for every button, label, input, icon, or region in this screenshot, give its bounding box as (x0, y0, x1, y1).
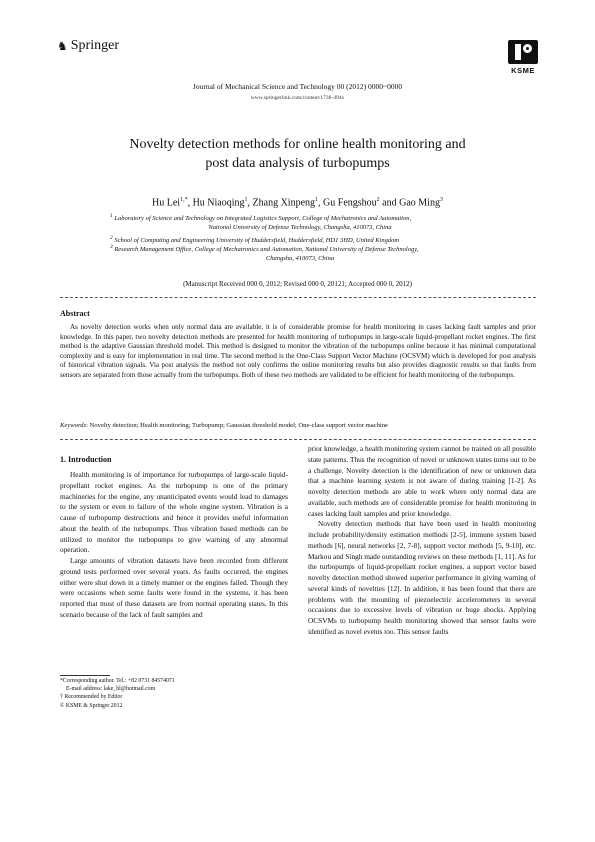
abstract-body: As novelty detection works when only normal data are available, it is of considerable promise for health monitoring in cases lacking fault samples and prior knowledge. In this paper, two novelty detection methods are presented for health monitoring of turbopumps in large-scale liquid-propellant rocket engines. The first method is the adaptive Gaussian threshold model. This method is designed to monitor the vibration of the turbopumps online because it has minimal computational complexity and is easy for implementation in real time. The second method is the One-Class Support Vector Machine (OCSVM) which is developed for post analysis of historical vibration signals. Via post analysis the method not only confirms the online monitoring results but also provides diagnostic results so that faults from sensors are separated from those actually from the turbopumps. Both of these two methods are validated to be efficient for health monitoring of the turbopumps. (60, 323, 536, 379)
paragraph: Large amounts of vibration datasets have been recorded from different ground tests performed over several years. As faults occurred, the engines either were shut down in a timely manner or the engines failed. Though they were occasions when some faults were found in the systems, it has been reported that most of these datasets are from normal operating states. In this scenario because of the lack of fault samples and (60, 556, 288, 619)
title-line-2: post data analysis of turbopumps (205, 156, 390, 171)
affiliation-3 (110, 243, 490, 263)
springer-horse-icon: ♞ (57, 38, 68, 53)
ksme-label: KSME (511, 66, 535, 75)
affiliation-line: National University of Defense Technology, Changsha, 410073, China (208, 224, 392, 232)
manuscript-dates: (Manuscript Received 000 0, 2012; Revised 000 0, 20121; Accepted 000 0, 2012) (183, 280, 412, 288)
author-sup: 2 (376, 197, 380, 203)
paragraph: Health monitoring is of importance for turbopumps of large-scale liquid-propellant rocket engines. As the turbopump is one of the primary machineries for the engine, any unanticipated events would lead to damages to the system or even to failure of the whole engine system. Vibration is a cause of turbopump destructions and hence it provides useful information about the health of the turbopumps. Thus vibration based methods can be utilized to monitor the turbopumps to give warning of any abnormal operation. (60, 470, 288, 555)
affiliation-number: 2 (110, 235, 113, 241)
affiliation-number: 1 (110, 213, 113, 219)
journal-citation: Journal of Mechanical Science and Technology 00 (2012) 0000~0000 (192, 82, 403, 91)
paragraph: prior knowledge, a health monitoring system cannot be trained on all possible state patterns. Thus the recognition of novel or unknown states turns out to be a challenge. Novelty detection is the identification of new or unknown data that a machine learning system is not aware of during training [1-2]. As novelty detection methods are able to work where only normal data are available, such methods are of considerable promise for health monitoring in cases lacking fault samples and prior knowledge. (308, 444, 536, 518)
author-sup: 1 (244, 197, 248, 203)
author-sup: 1,* (180, 197, 188, 203)
publisher-name: Springer (70, 38, 119, 53)
footnote-corresponding: *Corresponding author. Tel.: +82 0731 84574071 (60, 678, 175, 684)
author-name: Hu Niaoqing (192, 197, 245, 209)
paragraph: Novelty detection methods that have been used in health monitoring include probability/density estimation methods [2-5], immune system based methods [6], neural networks [2, 7-8], support vector methods [5, 9-10], etc. Markou and Singh made outstanding reviews on these methods [1, 11]. As for the turbopumps of liquid-propellant rocket engines, a support vector based novelty detection method showed superior performance in giving warning of several kinds of novelties [12]. In addition, it has been found that there are problems with the mounting of piezoelectric accelerometers in several occasions due to excessive levels of vibration or huge shocks. Applying OCSVMs to turbopump health monitoring showed that sensor faults were identified as novel events too. This sensor faults (308, 519, 536, 636)
keywords-list: : Novelty detection; Health monitoring; Turbopump; Gaussian threshold model; One-class support vector machine (86, 422, 388, 429)
author-list: Hu Lei$^{1,*}$, Hu Niaoqing$^1$, Zhang Xinpeng$^1$, Gu Fengshou$^2$ and Gao Ming$^3$ (152, 197, 443, 209)
right-column (308, 444, 536, 638)
affiliation-line: School of Computing and Engineering University of Huddersfield, Huddersfield, HD1 3HD, United Kingdom (114, 237, 400, 245)
ksme-logo (505, 40, 541, 75)
affiliation-1 (110, 212, 490, 232)
footnote-copyright: © KSME & Springer 2012 (60, 702, 123, 709)
keywords-label: Keywords (60, 422, 87, 429)
footnote-editor: † Recommended by Editor (60, 694, 123, 701)
author-name: Gao Ming (399, 197, 440, 209)
springer-logo (57, 38, 119, 54)
author-sup: 3 (439, 197, 443, 203)
bottom-rule (60, 439, 536, 440)
footnotes (60, 677, 175, 710)
top-rule (60, 297, 536, 298)
affiliation-line: Research Management Office, College of Mechatronics and Automation, National University of Defense Technology, (114, 246, 419, 254)
affiliation-number: 3 (110, 244, 113, 250)
author-name: Hu Lei (152, 197, 181, 209)
intro-heading: 1. Introduction (60, 455, 112, 464)
left-column (60, 470, 288, 621)
abstract-heading: Abstract (60, 309, 90, 318)
footnote-email: E-mail address: lake_hl@hotmail.com (66, 686, 156, 693)
affiliation-line: Laboratory of Science and Technology on Integrated Logistics Support, College of Mechatronics and Automation, (114, 215, 412, 223)
journal-url[interactable]: www.springerlink.com/content/1738-494x (250, 95, 345, 101)
author-name: Zhang Xinpeng (252, 197, 316, 209)
affiliation-line: Changsha, 410073, China (265, 255, 335, 263)
author-name: Gu Fengshou (323, 197, 377, 209)
keywords (60, 422, 536, 429)
author-sup: 1 (315, 197, 319, 203)
footnote-rule (60, 675, 110, 676)
ksme-mark-icon (508, 40, 538, 64)
title-line-1: Novelty detection methods for online health monitoring and (129, 137, 466, 152)
paper-title (60, 135, 535, 173)
